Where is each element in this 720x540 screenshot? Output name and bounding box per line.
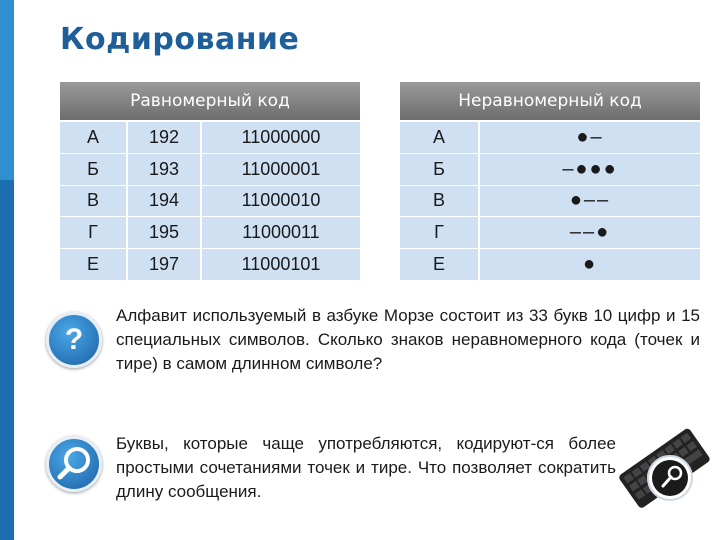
question-text: Алфавит используемый в азбуке Морзе состоит из 33 букв 10 цифр и 15 специальных символов. Сколько знаков неравномерного кода (точек и тире) в самом длинном символе? (116, 306, 700, 373)
row-divider (60, 185, 360, 186)
table-cell: Б (87, 158, 99, 179)
table-cell: 194 (148, 190, 180, 211)
table-cell: Г (434, 222, 444, 243)
morse-code-cell: ●–– (569, 189, 611, 212)
nonuniform-code-header: Неравномерный код (400, 82, 700, 120)
nonuniform-code-table (400, 122, 700, 280)
table-cell: 197 (148, 253, 180, 274)
uniform-code-table (60, 122, 360, 280)
table-cell: А (432, 127, 445, 148)
table-cell: В (86, 190, 99, 211)
keyboard-magnifier-icon (612, 420, 712, 520)
table-cell: 11000010 (241, 190, 321, 211)
row-divider (400, 153, 700, 154)
table-cell: 11000000 (241, 127, 321, 148)
uniform-code-header: Равномерный код (60, 82, 360, 120)
morse-code-cell: –●●● (562, 157, 618, 180)
table-cell: 11000011 (242, 222, 320, 243)
table-cell: В (432, 190, 445, 211)
row-divider (60, 153, 360, 154)
morse-code-cell: ●– (576, 126, 604, 149)
morse-code-cell: ● (582, 252, 598, 275)
question-mark-icon: ? (46, 312, 102, 368)
letters-column (60, 122, 126, 280)
binary-column (202, 122, 360, 280)
row-divider (400, 185, 700, 186)
note-text: Буквы, которые чаще употребляются, кодируют-ся более простыми сочетаниями точек и тире. Что позволяет сократить длину сообщения. (116, 434, 616, 501)
table-cell: 193 (148, 158, 180, 179)
table-cell: 11000001 (241, 158, 321, 179)
row-divider (400, 216, 700, 217)
table-cell: А (86, 127, 99, 148)
row-divider (60, 248, 360, 249)
letters-column (400, 122, 478, 280)
table-cell: Г (88, 222, 98, 243)
table-cell: 195 (148, 222, 180, 243)
slide-title: Кодирование (60, 22, 300, 57)
left-accent-bar-lower (0, 180, 14, 540)
table-cell: 11000101 (241, 253, 321, 274)
magnifier-icon (46, 436, 102, 492)
decimal-column (128, 122, 200, 280)
row-divider (400, 248, 700, 249)
table-cell: Б (433, 158, 445, 179)
row-divider (60, 216, 360, 217)
table-cell: Е (86, 253, 99, 274)
table-cell: Е (432, 253, 445, 274)
morse-code-cell: ––● (569, 221, 611, 244)
morse-code-column (480, 122, 700, 280)
table-cell: 192 (148, 127, 180, 148)
